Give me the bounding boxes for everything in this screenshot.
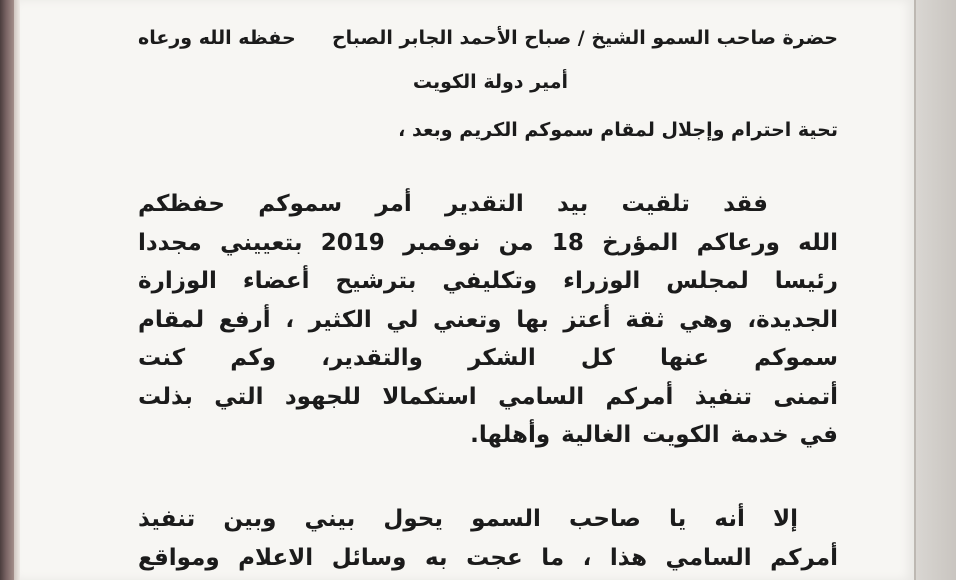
body-line: في خدمة الكويت الغالية وأهلها. xyxy=(470,422,838,448)
body-line: رئيسا لمجلس الوزراء وتكليفي بترشيح أعضاء الوزارة xyxy=(138,268,838,294)
addressee-title: أمير دولة الكويت xyxy=(412,71,568,93)
body-line: أتمنى تنفيذ أمركم السامي استكمالا للجهود التي بذلت xyxy=(138,383,838,410)
body-line: سموكم عنها كل الشكر والتقدير، وكم كنت xyxy=(138,345,838,371)
greeting-line: تحية احترام وإجلال لمقام سموكم الكريم وبعد ، xyxy=(398,119,838,141)
body-line: أمركم السامي هذا ، ما عجت به وسائل الاعلام ومواقع xyxy=(138,544,838,571)
addressee-name: حضرة صاحب السمو الشيخ / صباح الأحمد الجابر الصباح xyxy=(331,27,838,49)
addressee-line xyxy=(138,26,838,50)
body-line: إلا أنه يا صاحب السمو يحول بيني وبين تنفيذ xyxy=(138,506,798,532)
letter-page xyxy=(20,0,914,580)
body-line: فقد تلقيت بيد التقدير أمر سموكم حفظكم xyxy=(138,191,768,217)
body-line: الجديدة، وهي ثقة أعتز بها وتعني لي الكثير ، أرفع لمقام xyxy=(138,306,838,333)
addressee-gap xyxy=(296,26,332,50)
binder-shadow xyxy=(0,0,14,580)
addressee-blessing: حفظه الله ورعاه xyxy=(138,27,296,49)
body-line: الله ورعاكم المؤرخ 18 من نوفمبر 2019 بتعييني مجددا xyxy=(138,229,839,256)
background-surface xyxy=(914,0,956,580)
